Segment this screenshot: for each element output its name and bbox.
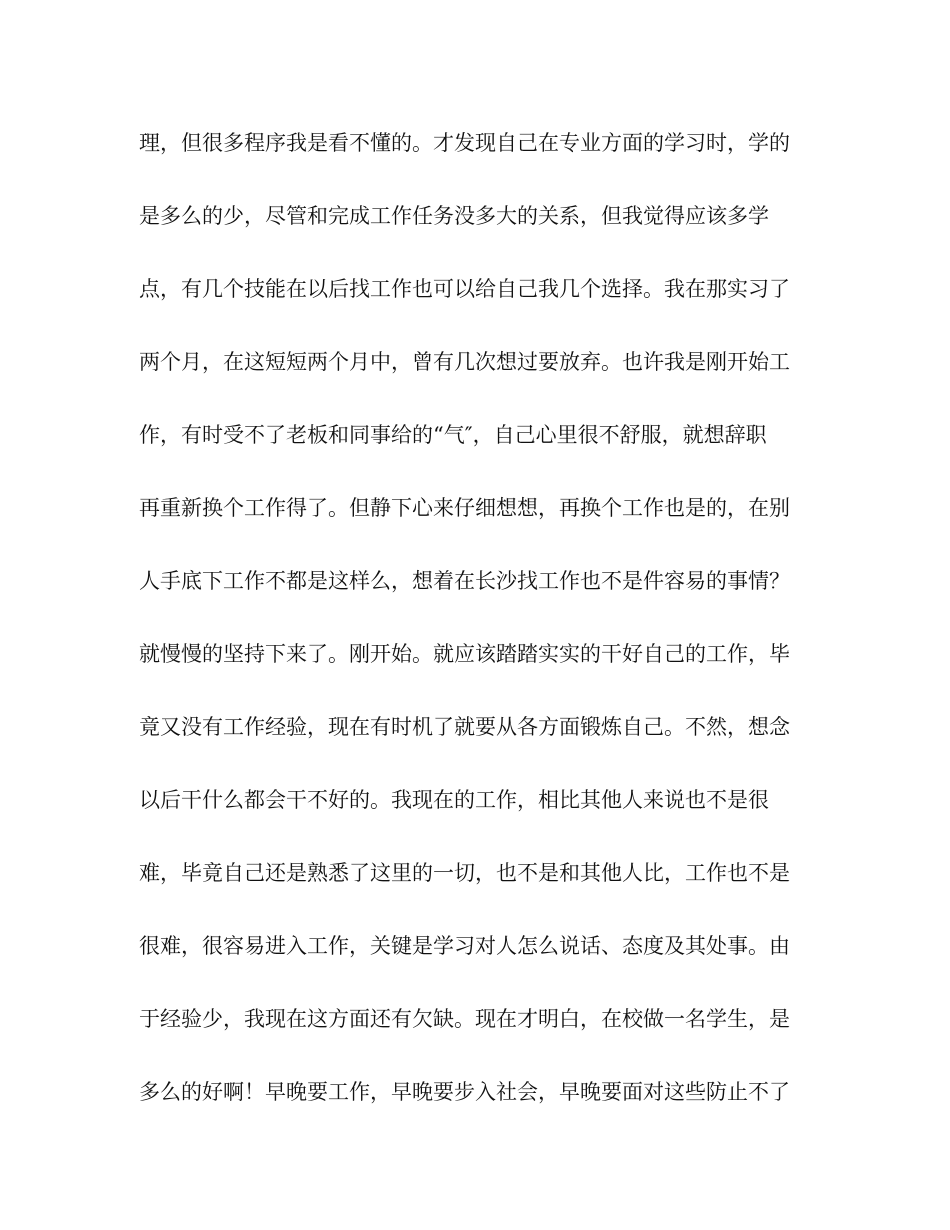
- text-line: 两个月，在这短短两个月中，曾有几次想过要放弃。也许我是刚开始工: [139, 350, 790, 374]
- text-line: 于经验少，我现在这方面还有欠缺。现在才明白，在校做一名学生，是: [139, 1007, 790, 1031]
- text-line: 是多么的少，尽管和完成工作任务没多大的关系，但我觉得应该多学: [139, 204, 769, 228]
- text-line: 竟又没有工作经验，现在有时机了就要从各方面锻炼自己。不然，想念: [139, 715, 790, 739]
- text-line: 多么的好啊！早晚要工作，早晚要步入社会，早晚要面对这些防止不了: [139, 1080, 790, 1104]
- text-line: 再重新换个工作得了。但静下心来仔细想想，再换个工作也是的，在别: [139, 496, 790, 520]
- text-line: 就慢慢的坚持下来了。刚开始。就应该踏踏实实的干好自己的工作，毕: [139, 642, 790, 666]
- text-line: 理，但很多程序我是看不懂的。才发现自己在专业方面的学习时，学的: [139, 131, 790, 155]
- text-line: 以后干什么都会干不好的。我现在的工作，相比其他人来说也不是很: [139, 788, 769, 812]
- text-line: 很难，很容易进入工作，关键是学习对人怎么说话、态度及其处事。由: [139, 934, 790, 958]
- text-line: 点，有几个技能在以后找工作也可以给自己我几个选择。我在那实习了: [139, 277, 790, 301]
- body-text: [139, 122, 819, 1144]
- text-line: 作，有时受不了老板和同事给的“气″，自己心里很不舒服，就想辞职: [139, 423, 767, 447]
- text-line: 人手底下工作不都是这样么，想着在长沙找工作也不是件容易的事情？: [139, 569, 790, 593]
- text-line: 难，毕竟自己还是熟悉了这里的一切，也不是和其他人比，工作也不是: [139, 861, 790, 885]
